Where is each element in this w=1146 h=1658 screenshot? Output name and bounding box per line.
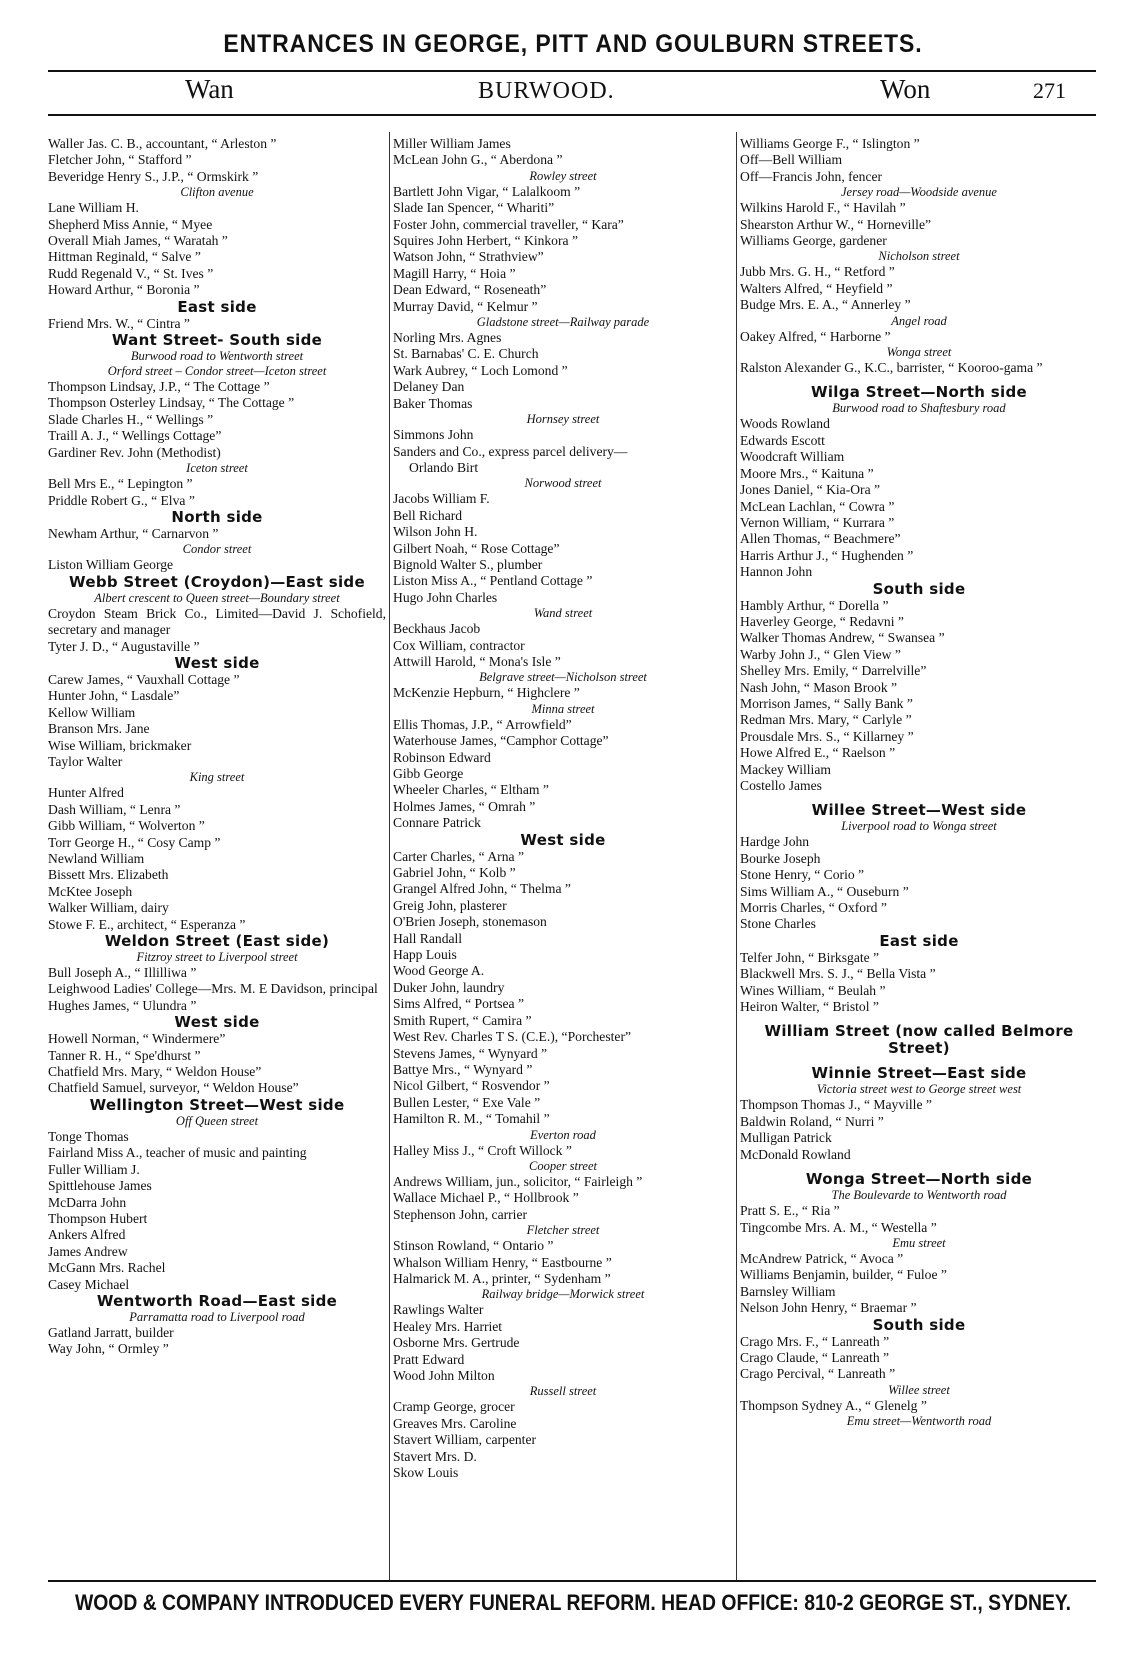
directory-entry: Pratt S. E., “ Ria ”	[740, 1203, 840, 1219]
cross-street: Off Queen street	[175, 1113, 259, 1128]
directory-entry: Williams Benjamin, builder, “ Fuloe ”	[740, 1267, 947, 1283]
directory-entry: Connare Patrick	[393, 815, 481, 831]
directory-entry: Casey Michael	[48, 1276, 130, 1292]
directory-entry: Budge Mrs. E. A., “ Annerley ”	[740, 297, 911, 313]
directory-entry: Williams George F., “ Islington ”	[740, 136, 920, 151]
directory-entry: Woods Rowland	[740, 416, 830, 432]
directory-entry: Foster John, commercial traveller, “ Kara”	[393, 216, 624, 232]
directory-entry: Liston Miss A., “ Pentland Cottage ”	[393, 573, 593, 589]
cross-street: King street	[189, 770, 245, 785]
directory-entry: Moore Mrs., “ Kaituna ”	[740, 465, 874, 481]
directory-entry: Howard Arthur, “ Boronia ”	[48, 282, 200, 298]
directory-entry: Gibb William, “ Wolverton ”	[48, 818, 205, 834]
directory-column-3	[740, 136, 1098, 1576]
street-heading: Webb Street (Croydon)—East side	[69, 572, 365, 591]
directory-entry: Thompson Thomas J., “ Mayville ”	[740, 1097, 932, 1113]
directory-entry: Smith Rupert, “ Camira ”	[393, 1012, 532, 1028]
directory-entry: Hamilton R. M., “ Tomahil ”	[393, 1111, 550, 1127]
directory-entry: Shepherd Miss Annie, “ Myee	[48, 216, 213, 232]
directory-entry: Stowe F. E., architect, “ Esperanza ”	[48, 916, 246, 932]
directory-entry: Hunter John, “ Lasdale”	[48, 688, 180, 704]
directory-column-1	[48, 136, 386, 1576]
cross-street: The Boulevarde to Wentworth road	[831, 1188, 1007, 1203]
banner-rule	[48, 70, 1096, 72]
directory-entry: Haverley George, “ Redavni ”	[740, 613, 904, 629]
directory-entry: Attwill Harold, “ Mona's Isle ”	[393, 653, 561, 669]
cross-street: Hornsey street	[526, 412, 600, 427]
directory-column-2	[393, 136, 733, 1576]
directory-entry: Carew James, “ Vauxhall Cottage ”	[48, 671, 240, 687]
directory-entry: Magill Harry, “ Hoia ”	[393, 265, 516, 281]
street-heading: Want Street- South side	[111, 331, 323, 350]
directory-entry: Skow Louis	[393, 1465, 459, 1481]
directory-entry: McLean John G., “ Aberdona ”	[393, 152, 563, 168]
directory-entry: Bell Richard	[393, 507, 463, 523]
directory-entry: Jubb Mrs. G. H., “ Retford ”	[740, 264, 895, 280]
directory-entry: Dean Edward, “ Roseneath”	[393, 282, 547, 298]
cross-street: Angel road	[891, 313, 947, 328]
directory-entry: Sanders and Co., express parcel delivery—	[393, 443, 628, 459]
directory-entry: Gatland Jarratt, builder	[48, 1324, 174, 1340]
directory-entry: Thompson Sydney A., “ Glenelg ”	[740, 1397, 927, 1413]
directory-entry: Branson Mrs. Jane	[48, 721, 150, 737]
street-heading: Wilga Street—North side	[810, 383, 1027, 402]
directory-entry: Bell Mrs E., “ Lepington ”	[48, 476, 193, 492]
directory-entry: Slade Ian Spencer, “ Whariti”	[393, 200, 555, 216]
directory-entry: Jacobs William F.	[393, 491, 490, 507]
directory-entry: Mulligan Patrick	[740, 1130, 832, 1146]
directory-entry: Priddle Robert G., “ Elva ”	[48, 492, 195, 508]
directory-entry: Williams George, gardener	[740, 233, 887, 249]
directory-entry: Happ Louis	[393, 947, 457, 963]
directory-entry: O'Brien Joseph, stonemason	[393, 914, 547, 930]
street-heading: South side	[872, 579, 966, 598]
directory-entry: Sims Alfred, “ Portsea ”	[393, 996, 525, 1012]
cross-street: Wand street	[533, 606, 593, 621]
directory-entry: Shelley Mrs. Emily, “ Darrelville”	[740, 663, 927, 679]
directory-entry: Baldwin Roland, “ Nurri ”	[740, 1113, 884, 1129]
directory-entry: Walker William, dairy	[48, 900, 169, 916]
street-heading: West side	[520, 830, 606, 849]
directory-entry: Stephenson John, carrier	[393, 1206, 528, 1222]
header-locality: BURWOOD.	[478, 78, 615, 104]
directory-entry: Wark Aubrey, “ Loch Lomond ”	[393, 362, 568, 378]
directory-entry: Stavert William, carpenter	[393, 1432, 537, 1448]
directory-entry: Beveridge Henry S., J.P., “ Ormskirk ”	[48, 168, 259, 184]
cross-street: Willee street	[888, 1382, 950, 1397]
directory-entry: Fairland Miss A., teacher of music and painting	[48, 1145, 307, 1161]
cross-street: Jersey road—Woodside avenue	[841, 185, 997, 200]
cross-street: Emu street	[892, 1235, 946, 1250]
directory-entry: Bourke Joseph	[740, 850, 821, 866]
street-heading: Weldon Street (East side)	[104, 932, 330, 951]
directory-entry: Off—Bell William	[740, 152, 843, 168]
cross-street: Burwood road to Wentworth street	[130, 349, 304, 364]
cross-street: Railway bridge—Morwick street	[481, 1287, 645, 1302]
directory-entry: McGann Mrs. Rachel	[48, 1260, 166, 1276]
directory-entry: Overall Miah James, “ Waratah ”	[48, 233, 228, 249]
directory-entry: Liston William George	[48, 557, 174, 573]
directory-entry: Halley Miss J., “ Croft Willock ”	[393, 1142, 572, 1158]
directory-entry: Wallace Michael P., “ Hollbrook ”	[393, 1190, 579, 1206]
street-heading: Willee Street—West side	[811, 801, 1027, 820]
street-heading: William Street (now called Belmore Street)	[764, 1022, 1074, 1058]
cross-street: Condor street	[182, 542, 252, 557]
directory-entry: Kellow William	[48, 704, 136, 720]
directory-entry: Beckhaus Jacob	[393, 621, 481, 637]
directory-entry: McAndrew Patrick, “ Avoca ”	[740, 1250, 904, 1266]
directory-entry: Stavert Mrs. D.	[393, 1448, 477, 1464]
directory-entry: Wheeler Charles, “ Eltham ”	[393, 782, 549, 798]
directory-entry: Robinson Edward	[393, 749, 491, 765]
directory-entry: Waller Jas. C. B., accountant, “ Arleston ”	[48, 136, 277, 151]
directory-entry: Norling Mrs. Agnes	[393, 330, 502, 346]
directory-entry: Telfer John, “ Birksgate ”	[740, 949, 880, 965]
cross-street: Belgrave street—Nicholson street	[479, 670, 647, 685]
directory-entry: Hugo John Charles	[393, 589, 498, 605]
directory-entry: Waterhouse James, “Camphor Cottage”	[393, 733, 609, 749]
directory-entry: Ellis Thomas, J.P., “ Arrowfield”	[393, 716, 572, 732]
directory-entry: Thompson Lindsay, J.P., “ The Cottage ”	[48, 379, 270, 395]
directory-entry: Orlando Birt	[409, 459, 479, 475]
directory-entry: Newham Arthur, “ Carnarvon ”	[48, 525, 219, 541]
directory-entry: Wise William, brickmaker	[48, 737, 192, 753]
directory-entry: James Andrew	[48, 1243, 128, 1259]
directory-entry: Ralston Alexander G., K.C., barrister, “ Kooroo-gama ”	[740, 360, 1043, 376]
directory-entry: Harris Arthur J., “ Hughenden ”	[740, 547, 914, 563]
street-heading: Wentworth Road—East side	[96, 1291, 338, 1310]
cross-street: Gladstone street—Railway parade	[476, 315, 650, 330]
directory-entry: Crago Claude, “ Lanreath ”	[740, 1349, 890, 1365]
directory-entry: Tanner R. H., “ Spe'dhurst ”	[48, 1047, 201, 1063]
directory-entry: Redman Mrs. Mary, “ Carlyle ”	[740, 712, 912, 728]
directory-entry: Howell Norman, “ Windermere”	[48, 1031, 226, 1047]
directory-entry: Chatfield Mrs. Mary, “ Weldon House”	[48, 1064, 262, 1080]
directory-entry: Grangel Alfred John, “ Thelma ”	[393, 881, 571, 897]
cross-street: Nicholson street	[878, 249, 960, 264]
directory-entry: Barnsley William	[740, 1283, 836, 1299]
directory-entry: Healey Mrs. Harriet	[393, 1318, 503, 1334]
header-rule	[48, 114, 1096, 116]
directory-entry: Off—Francis John, fencer	[740, 168, 883, 184]
page-banner: ENTRANCES IN GEORGE, PITT AND GOULBURN STREETS.	[223, 30, 923, 58]
directory-entry: Stone Henry, “ Corio ”	[740, 867, 865, 883]
directory-entry: Tingcombe Mrs. A. M., “ Westella ”	[740, 1219, 937, 1235]
directory-entry: Ankers Alfred	[48, 1227, 126, 1243]
directory-entry: Holmes James, “ Omrah ”	[393, 798, 536, 814]
cross-street: Fletcher street	[526, 1223, 600, 1238]
directory-entry: Hall Randall	[393, 930, 463, 946]
directory-entry: Wood George A.	[393, 963, 485, 979]
directory-entry: Carter Charles, “ Arna ”	[393, 848, 524, 864]
cross-street: Orford street – Condor street—Iceton street	[107, 364, 327, 379]
cross-street: Victoria street west to George street west	[816, 1082, 1022, 1097]
directory-entry: Traill A. J., “ Wellings Cottage”	[48, 428, 222, 444]
directory-entry: Bull Joseph A., “ Illilliwa ”	[48, 965, 197, 981]
directory-entry: Delaney Dan	[393, 379, 465, 395]
street-heading: West side	[174, 1013, 260, 1032]
directory-entry: Blackwell Mrs. S. J., “ Bella Vista ”	[740, 966, 936, 982]
directory-entry: Stinson Rowland, “ Ontario ”	[393, 1238, 554, 1254]
directory-entry: Dash William, “ Lenra ”	[48, 801, 181, 817]
directory-entry: McDonald Rowland	[740, 1146, 851, 1162]
directory-entry: Gilbert Noah, “ Rose Cottage”	[393, 540, 560, 556]
directory-entry: Woodcraft William	[740, 449, 845, 465]
directory-entry: Morrison James, “ Sally Bank ”	[740, 695, 913, 711]
directory-entry: Nelson John Henry, “ Braemar ”	[740, 1300, 917, 1316]
directory-entry: Pratt Edward	[393, 1351, 465, 1367]
directory-entry: Wilkins Harold F., “ Havilah ”	[740, 200, 906, 216]
directory-entry: Howe Alfred E., “ Raelson ”	[740, 745, 896, 761]
header-right-guide: Won	[880, 74, 931, 104]
directory-entry: Miller William James	[393, 136, 511, 151]
directory-entry: Morris Charles, “ Oxford ”	[740, 900, 887, 916]
directory-entry: Prousdale Mrs. S., “ Killarney ”	[740, 728, 914, 744]
directory-entry: Bissett Mrs. Elizabeth	[48, 867, 169, 883]
directory-entry: Stone Charles	[740, 916, 816, 932]
directory-entry: Edwards Escott	[740, 432, 825, 448]
footer-rule	[48, 1580, 1096, 1582]
directory-entry: Croydon Steam Brick Co., Limited—David J. Schofield, secretary and manager	[48, 605, 386, 638]
cross-street: Liverpool road to Wonga street	[841, 819, 997, 834]
directory-entry: Cramp George, grocer	[393, 1399, 515, 1415]
page-number: 271	[1033, 78, 1066, 103]
directory-entry: Fletcher John, “ Stafford ”	[48, 152, 192, 168]
directory-entry: Sims William A., “ Ouseburn ”	[740, 883, 909, 899]
directory-entry: Tyter J. D., “ Augustaville ”	[48, 638, 200, 654]
directory-entry: Stevens James, “ Wynyard ”	[393, 1045, 548, 1061]
cross-street: Albert crescent to Queen street—Boundary street	[94, 590, 340, 605]
directory-entry: McKtee Joseph	[48, 883, 133, 899]
directory-entry: Bignold Walter S., plumber	[393, 556, 543, 572]
directory-entry: Walker Thomas Andrew, “ Swansea ”	[740, 630, 945, 646]
cross-street: Emu street—Wentworth road	[846, 1414, 992, 1429]
directory-entry: Osborne Mrs. Gertrude	[393, 1335, 520, 1351]
directory-entry: Crago Mrs. F., “ Lanreath ”	[740, 1333, 890, 1349]
directory-entry: McDarra John	[48, 1194, 127, 1210]
directory-entry: Nash John, “ Mason Brook ”	[740, 679, 898, 695]
directory-entry: Hannon John	[740, 564, 813, 580]
directory-entry: Shearston Arthur W., “ Horneville”	[740, 216, 932, 232]
directory-entry: Walters Alfred, “ Heyfield ”	[740, 280, 893, 296]
directory-entry: Hunter Alfred	[48, 785, 124, 801]
cross-street: Cooper street	[529, 1158, 597, 1173]
directory-entry: Crago Percival, “ Lanreath ”	[740, 1366, 896, 1382]
directory-entry: Wood John Milton	[393, 1368, 495, 1383]
directory-entry: Baker Thomas	[393, 395, 473, 411]
directory-entry: Lane William H.	[48, 200, 139, 216]
directory-entry: Slade Charles H., “ Wellings ”	[48, 411, 214, 427]
directory-entry: St. Barnabas' C. E. Church	[393, 346, 539, 362]
directory-entry: Taylor Walter	[48, 753, 123, 769]
cross-street: Wonga street	[886, 345, 952, 360]
cross-street: Parramatta road to Liverpool road	[129, 1309, 305, 1324]
directory-entry: Hughes James, “ Ulundra ”	[48, 997, 197, 1013]
directory-entry: McLean Lachlan, “ Cowra ”	[740, 498, 895, 514]
directory-entry: Cox William, contractor	[393, 637, 525, 653]
directory-entry: Whalson William Henry, “ Eastbourne ”	[393, 1254, 612, 1270]
cross-street: Norwood street	[524, 476, 602, 491]
directory-entry: Chatfield Samuel, surveyor, “ Weldon House”	[48, 1080, 299, 1096]
street-heading: East side	[177, 297, 257, 316]
directory-entry: Torr George H., “ Cosy Camp ”	[48, 834, 221, 850]
cross-street: Everton road	[530, 1127, 596, 1142]
directory-entry: Jones Daniel, “ Kia-Ora ”	[740, 482, 881, 498]
cross-street: Russell street	[529, 1384, 597, 1399]
street-heading: Wellington Street—West side	[89, 1095, 345, 1114]
directory-entry: West Rev. Charles T S. (C.E.), “Porchester”	[393, 1029, 632, 1045]
directory-entry: Wilson John H.	[393, 524, 478, 540]
directory-entry: Heiron Walter, “ Bristol ”	[740, 999, 879, 1015]
directory-entry: Warby John J., “ Glen View ”	[740, 646, 901, 662]
directory-entry: Rawlings Walter	[393, 1302, 484, 1318]
directory-entry: Thompson Osterley Lindsay, “ The Cottage ”	[48, 395, 295, 411]
directory-entry: Squires John Herbert, “ Kinkora ”	[393, 233, 578, 249]
street-heading: Winnie Street—East side	[811, 1064, 1027, 1083]
directory-entry: Gardiner Rev. John (Methodist)	[48, 444, 221, 460]
directory-entry: Duker John, laundry	[393, 979, 505, 995]
directory-entry: Vernon William, “ Kurrara ”	[740, 514, 895, 530]
directory-entry: Wines William, “ Beulah ”	[740, 982, 886, 998]
cross-street: Iceton street	[186, 461, 248, 476]
directory-entry: Way John, “ Ormley ”	[48, 1341, 169, 1357]
directory-entry: Hittman Reginald, “ Salve ”	[48, 249, 201, 265]
cross-street: Rowley street	[529, 168, 597, 183]
column-divider	[389, 132, 390, 1580]
directory-entry: Greaves Mrs. Caroline	[393, 1415, 517, 1431]
column-divider	[736, 132, 737, 1580]
directory-entry: Mackey William	[740, 761, 831, 777]
street-heading: East side	[879, 931, 959, 950]
directory-entry: Gabriel John, “ Kolb ”	[393, 865, 516, 881]
directory-entry: Hambly Arthur, “ Dorella ”	[740, 597, 889, 613]
directory-entry: Tonge Thomas	[48, 1128, 129, 1144]
directory-entry: Newland William	[48, 851, 145, 866]
street-heading: North side	[171, 507, 263, 526]
cross-street: Clifton avenue	[180, 185, 254, 200]
directory-entry: Thompson Hubert	[48, 1210, 148, 1226]
directory-entry: Andrews William, jun., solicitor, “ Fairleigh ”	[393, 1173, 643, 1189]
directory-entry: Nicol Gilbert, “ Rosvendor ”	[393, 1078, 550, 1094]
street-heading: Wonga Street—North side	[805, 1170, 1033, 1189]
directory-entry: Greig John, plasterer	[393, 897, 507, 913]
directory-entry: Gibb George	[393, 766, 464, 781]
header-left-guide: Wan	[185, 74, 234, 104]
directory-entry: Friend Mrs. W., “ Cintra ”	[48, 315, 190, 331]
directory-entry: Leighwood Ladies' College—Mrs. M. E Davidson, principal	[48, 981, 378, 997]
cross-street: Fitzroy street to Liverpool street	[136, 950, 298, 965]
cross-street: Minna street	[531, 701, 595, 716]
directory-entry: Halmarick M. A., printer, “ Sydenham ”	[393, 1270, 611, 1286]
directory-entry: Bullen Lester, “ Exe Vale ”	[393, 1094, 541, 1110]
directory-entry: Fuller William J.	[48, 1161, 140, 1177]
directory-entry: Allen Thomas, “ Beachmere”	[740, 531, 901, 547]
directory-entry: Watson John, “ Strathview”	[393, 249, 544, 265]
directory-entry: Oakey Alfred, “ Harborne ”	[740, 328, 891, 344]
directory-entry: Simmons John	[393, 427, 474, 443]
directory-entry: McKenzie Hepburn, “ Highclere ”	[393, 685, 580, 701]
directory-entry: Costello James	[740, 778, 822, 793]
directory-entry: Murray David, “ Kelmur ”	[393, 298, 538, 314]
street-heading: West side	[174, 653, 260, 672]
directory-entry: Hardge John	[740, 834, 810, 850]
cross-street: Burwood road to Shaftesbury road	[832, 401, 1006, 416]
directory-entry: Spittlehouse James	[48, 1178, 152, 1194]
directory-entry: Battye Mrs., “ Wynyard ”	[393, 1061, 533, 1077]
directory-entry: Bartlett John Vigar, “ Lalalkoom ”	[393, 183, 581, 199]
advertisement-footer: WOOD & COMPANY INTRODUCED EVERY FUNERAL REFORM. HEAD OFFICE: 810-2 GEORGE ST., SYDNEY.	[74, 1590, 1072, 1615]
street-heading: South side	[872, 1315, 966, 1334]
directory-entry: Rudd Regenald V., “ St. Ives ”	[48, 265, 214, 281]
